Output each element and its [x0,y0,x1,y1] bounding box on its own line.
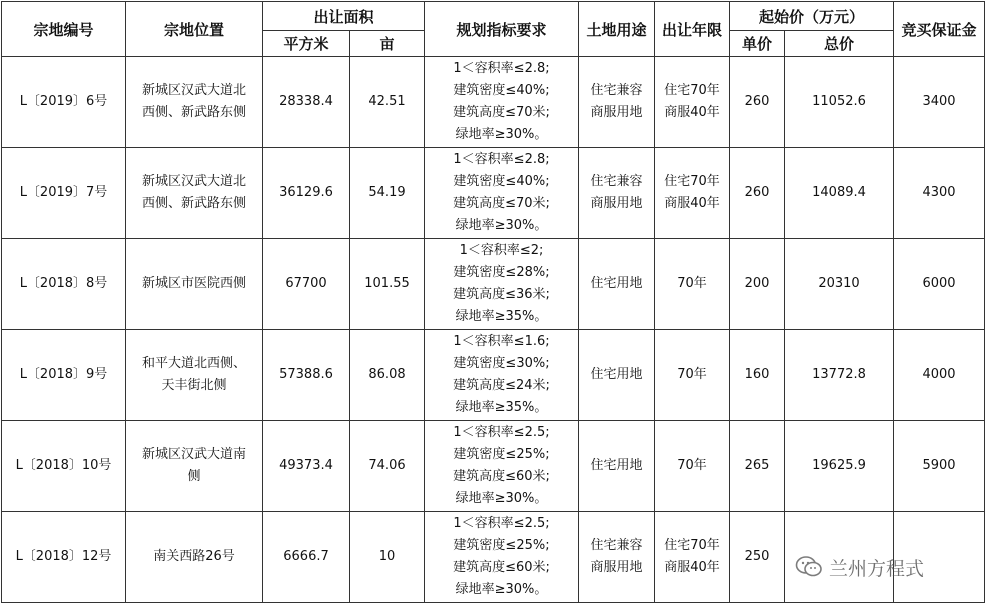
table-row [2,148,985,239]
cell-area-mu: 74.06 [350,421,425,512]
cell-location [126,421,263,512]
land-use-line: 住宅兼容 [590,174,643,189]
location-line: 侧 [187,469,201,484]
planning-line: 建筑密度≤30%; [453,356,550,371]
header-area-sqm: 平方米 [263,31,350,57]
land-use-line: 住宅用地 [590,367,643,382]
planning-line: 1＜容积率≤2.8; [453,152,550,167]
cell-land-use [579,330,655,421]
table-row [2,57,985,148]
cell-id: L〔2019〕6号 [2,57,126,148]
planning-line: 建筑高度≤70米; [453,105,550,120]
term-line: 商服40年 [664,560,720,575]
cell-id: L〔2018〕12号 [2,512,126,603]
term-line: 住宅70年 [664,83,720,98]
location-line: 新城区市医院西侧 [141,276,246,291]
term-line: 70年 [677,367,707,382]
cell-location [126,512,263,603]
header-area-mu: 亩 [350,31,425,57]
cell-land-use [579,57,655,148]
header-area: 出让面积 [263,2,425,31]
location-line: 南关西路26号 [153,549,235,564]
planning-line: 建筑高度≤60米; [453,560,550,575]
cell-total-price [785,512,894,603]
cell-area-mu: 42.51 [350,57,425,148]
location-line: 西侧、新武路东侧 [141,105,246,120]
land-use-line: 住宅兼容 [590,538,643,553]
cell-area-sqm: 6666.7 [263,512,350,603]
land-use-line: 住宅用地 [590,276,643,291]
cell-unit-price: 260 [730,148,785,239]
header-land-use: 土地用途 [579,2,655,57]
cell-unit-price: 260 [730,57,785,148]
cell-term [655,512,730,603]
table-row [2,239,985,330]
planning-line: 1＜容积率≤2.8; [453,61,550,76]
cell-area-sqm: 28338.4 [263,57,350,148]
term-line: 70年 [677,276,707,291]
cell-area-sqm: 36129.6 [263,148,350,239]
cell-unit-price: 250 [730,512,785,603]
planning-line: 绿地率≥30%。 [455,218,548,233]
header-deposit: 竞买保证金 [894,2,985,57]
land-use-line: 商服用地 [590,560,643,575]
term-line: 商服40年 [664,105,720,120]
planning-line: 1＜容积率≤1.6; [453,334,550,349]
header-total-price: 总价 [785,31,894,57]
cell-planning [425,512,579,603]
cell-area-sqm: 67700 [263,239,350,330]
table-row [2,421,985,512]
cell-land-use [579,512,655,603]
planning-line: 1＜容积率≤2.5; [453,516,550,531]
land-use-line: 商服用地 [590,105,643,120]
cell-planning [425,421,579,512]
table-body [2,57,985,603]
cell-unit-price: 200 [730,239,785,330]
cell-area-mu: 54.19 [350,148,425,239]
cell-term [655,421,730,512]
cell-unit-price: 265 [730,421,785,512]
cell-term [655,57,730,148]
cell-term [655,148,730,239]
location-line: 天丰街北侧 [161,378,227,393]
cell-id: L〔2019〕7号 [2,148,126,239]
planning-line: 建筑密度≤25%; [453,538,550,553]
planning-line: 绿地率≥30%。 [455,582,548,597]
table-row [2,330,985,421]
planning-line: 绿地率≥35%。 [455,400,548,415]
header-location: 宗地位置 [126,2,263,57]
cell-total-price: 19625.9 [785,421,894,512]
land-use-line: 住宅用地 [590,458,643,473]
term-line: 商服40年 [664,196,720,211]
cell-id: L〔2018〕10号 [2,421,126,512]
cell-location [126,239,263,330]
header-term: 出让年限 [655,2,730,57]
header-id: 宗地编号 [2,2,126,57]
cell-deposit [894,512,985,603]
planning-line: 建筑高度≤70米; [453,196,550,211]
cell-area-sqm: 49373.4 [263,421,350,512]
planning-line: 绿地率≥30%。 [455,491,548,506]
term-line: 住宅70年 [664,174,720,189]
planning-line: 建筑密度≤40%; [453,174,550,189]
planning-line: 建筑密度≤40%; [453,83,550,98]
location-line: 西侧、新武路东侧 [141,196,246,211]
cell-term [655,330,730,421]
land-use-line: 商服用地 [590,196,643,211]
cell-id: L〔2018〕9号 [2,330,126,421]
location-line: 新城区汉武大道北 [141,174,246,189]
cell-deposit: 3400 [894,57,985,148]
cell-unit-price: 160 [730,330,785,421]
header-start-price: 起始价（万元） [730,2,894,31]
cell-area-mu: 10 [350,512,425,603]
planning-line: 建筑高度≤60米; [453,469,550,484]
cell-land-use [579,421,655,512]
cell-deposit: 4300 [894,148,985,239]
planning-line: 1＜容积率≤2; [459,243,544,258]
land-auction-table [1,1,985,603]
term-line: 70年 [677,458,707,473]
planning-line: 建筑高度≤36米; [453,287,550,302]
planning-line: 建筑密度≤25%; [453,447,550,462]
cell-planning [425,239,579,330]
location-line: 新城区汉武大道南 [141,447,246,462]
cell-area-mu: 86.08 [350,330,425,421]
land-use-line: 住宅兼容 [590,83,643,98]
planning-line: 绿地率≥30%。 [455,127,548,142]
cell-area-sqm: 57388.6 [263,330,350,421]
planning-line: 1＜容积率≤2.5; [453,425,550,440]
cell-id: L〔2018〕8号 [2,239,126,330]
cell-total-price: 20310 [785,239,894,330]
cell-total-price: 14089.4 [785,148,894,239]
header-unit-price: 单价 [730,31,785,57]
location-line: 和平大道北西侧、 [141,356,246,371]
cell-location [126,148,263,239]
cell-deposit: 5900 [894,421,985,512]
cell-total-price: 11052.6 [785,57,894,148]
header-row-1 [2,2,985,31]
cell-location [126,330,263,421]
location-line: 新城区汉武大道北 [141,83,246,98]
planning-line: 建筑密度≤28%; [453,265,550,280]
cell-planning [425,57,579,148]
cell-area-mu: 101.55 [350,239,425,330]
cell-term [655,239,730,330]
planning-line: 绿地率≥35%。 [455,309,548,324]
cell-deposit: 6000 [894,239,985,330]
cell-deposit: 4000 [894,330,985,421]
cell-land-use [579,239,655,330]
header-planning: 规划指标要求 [425,2,579,57]
cell-total-price: 13772.8 [785,330,894,421]
cell-land-use [579,148,655,239]
cell-planning [425,148,579,239]
watermark-text: 兰州方程式 [829,557,925,580]
cell-planning [425,330,579,421]
term-line: 住宅70年 [664,538,720,553]
planning-line: 建筑高度≤24米; [453,378,550,393]
cell-location [126,57,263,148]
table-row [2,512,985,603]
